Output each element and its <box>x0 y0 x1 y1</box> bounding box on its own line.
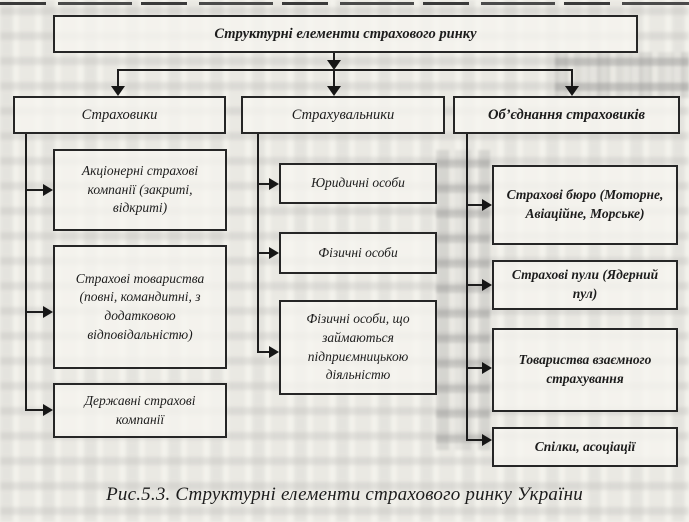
node-state-companies-label: Державні страхові компанії <box>84 392 196 427</box>
connector-insurers-branch-3 <box>25 409 45 411</box>
node-insurance-bureaus <box>492 165 678 245</box>
node-individuals-label: Фізичні особи <box>318 244 398 260</box>
arrowhead-insurers <box>111 86 125 96</box>
figure-caption: Рис.5.3. Структурні елементи страхового ринку України <box>106 484 583 505</box>
arrowhead-joint-stock <box>43 184 53 196</box>
node-policyholders-label: Страхувальники <box>291 107 395 123</box>
node-entrepreneurs <box>279 300 437 395</box>
arrowhead-legal-entities <box>269 178 279 190</box>
connector-level1-hline <box>117 69 573 71</box>
node-mutual-societies-label: Товариства взаємного страхування <box>518 352 652 386</box>
node-insurance-pools <box>492 260 678 310</box>
arrowhead-entrepreneurs <box>269 346 279 358</box>
connector-associations-vline <box>466 132 468 440</box>
node-insurance-pools-label: Страхові пули (Ядерний пул) <box>511 267 659 301</box>
node-state-companies <box>53 383 227 438</box>
arrowhead-mutual <box>482 362 492 374</box>
arrowhead-pools <box>482 279 492 291</box>
node-insurance-bureaus-label: Страхові бюро (Моторне, Авіаційне, Морське) <box>506 187 664 221</box>
node-individuals <box>279 232 437 274</box>
node-root-label: Структурні елементи страхового ринку <box>214 26 477 42</box>
connector-insurers-branch-2 <box>25 311 45 313</box>
node-mutual-societies <box>492 328 678 412</box>
connector-policyholders-vline <box>257 134 259 353</box>
node-insurers-label: Страховики <box>81 107 158 123</box>
connector-insurers-branch-1 <box>25 189 45 191</box>
connector-drop-insurers <box>117 71 119 86</box>
node-unions-associations-label: Спілки, асоціації <box>534 438 636 454</box>
node-joint-stock-companies-label: Акціонерні страхові компанії (закриті, відкриті) <box>81 163 199 216</box>
node-root <box>53 15 638 53</box>
node-unions-associations <box>492 427 678 467</box>
arrowhead-bureaus <box>482 199 492 211</box>
arrowhead-state-companies <box>43 404 53 416</box>
connector-drop-associations <box>571 71 573 86</box>
node-legal-entities-label: Юридичні особи <box>311 175 405 191</box>
arrowhead-associations <box>565 86 579 96</box>
arrowhead-policyholders <box>327 86 341 96</box>
node-insurance-societies-label: Страхові товариства (повні, командитні, з додатковою відповідальністю) <box>75 270 205 342</box>
node-insurer-associations-label: Об’єднання страховиків <box>488 107 645 123</box>
node-insurance-societies <box>53 245 227 369</box>
arrowhead-individuals <box>269 247 279 259</box>
arrowhead-societies <box>43 306 53 318</box>
bleed-through-texture <box>436 150 490 450</box>
node-legal-entities <box>279 163 437 204</box>
scan-artifact-top-edge <box>0 2 689 5</box>
node-insurer-associations <box>453 96 680 134</box>
node-policyholders <box>241 96 445 134</box>
connector-drop-policyholders <box>333 71 335 86</box>
arrowhead-unions <box>482 434 492 446</box>
node-joint-stock-companies <box>53 149 227 231</box>
node-insurers <box>13 96 226 134</box>
connector-insurers-vline <box>25 134 27 411</box>
node-entrepreneurs-label: Фізичні особи, що займаються підприємницькою діяльністю <box>306 311 410 383</box>
